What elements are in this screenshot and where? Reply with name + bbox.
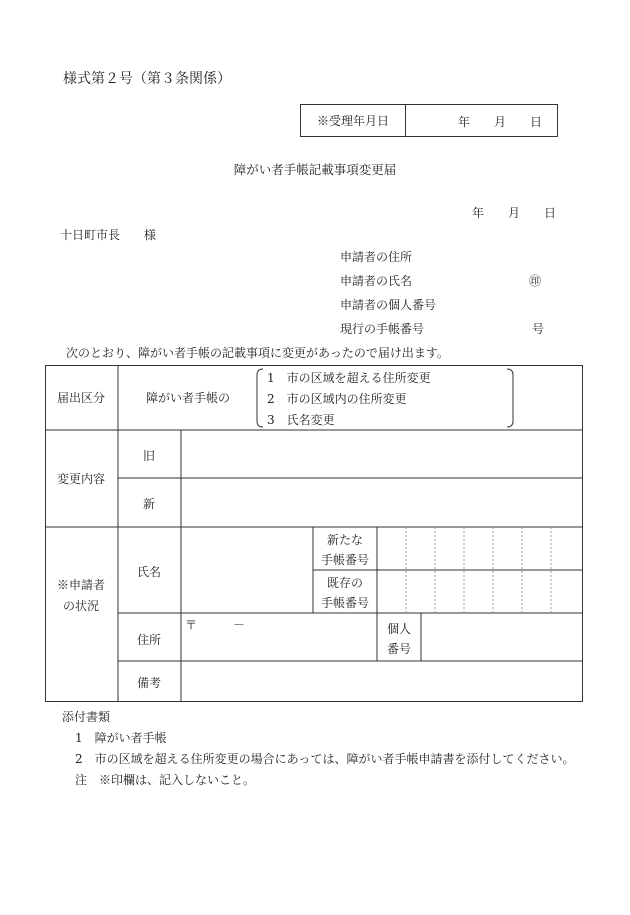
address-field[interactable] (182, 629, 376, 660)
remarks-field[interactable] (182, 662, 582, 701)
category-prefix: 障がい者手帳の (146, 391, 231, 405)
personal-number-label-1: 個人 (386, 622, 412, 636)
receipt-date-label: ※受理年月日 (301, 105, 406, 136)
form-number: 様式第２号（第３条関係） (63, 71, 231, 87)
new-book-label-2: 手帳番号 (320, 553, 370, 567)
option-1[interactable]: 1 市の区域を超える住所変更 (267, 371, 431, 385)
name-label: 氏名 (136, 565, 162, 579)
name-field[interactable] (182, 528, 312, 612)
change-label: 変更内容 (56, 472, 106, 486)
status-label-1: ※申請者 (56, 578, 106, 592)
applicant-personal-number-label: 申請者の個人番号 (340, 298, 437, 312)
applicant-address-label: 申請者の住所 (340, 250, 413, 264)
personal-number-label-2: 番号 (386, 642, 412, 656)
attachment-item-2: 2 市の区域を超える住所変更の場合にあっては、障がい者手帳申請書を添付してください。 (75, 752, 575, 766)
current-book-number-label: 現行の手帳番号 (340, 322, 425, 336)
applicant-name-label: 申請者の氏名 (340, 274, 413, 288)
status-label-2: の状況 (62, 599, 100, 613)
date-year: 年 (472, 206, 485, 220)
new-label: 新 (142, 497, 156, 511)
date-day: 日 (544, 206, 557, 220)
seal-mark: ㊞ (529, 274, 542, 288)
document-title: 障がい者手帳記載事項変更届 (233, 162, 397, 177)
old-value-field[interactable] (182, 431, 582, 477)
old-label: 旧 (142, 449, 156, 463)
new-value-field[interactable] (182, 479, 582, 526)
old-book-label-1: 既存の (326, 576, 364, 590)
receipt-day: 日 (530, 115, 543, 129)
postal-code: 〒 － (185, 618, 246, 632)
receipt-year: 年 (458, 115, 471, 129)
receipt-date-field[interactable] (406, 105, 557, 136)
personal-number-field[interactable] (422, 614, 582, 660)
receipt-date-box (300, 104, 558, 137)
attachment-item-1: 1 障がい者手帳 (75, 731, 167, 745)
option-2[interactable]: 2 市の区域内の住所変更 (267, 392, 407, 406)
note-text: 注 ※印欄は、記入しないこと。 (75, 773, 256, 787)
receipt-month: 月 (494, 115, 507, 129)
intro-text: 次のとおり、障がい者手帳の記載事項に変更があったので届け出ます。 (66, 346, 449, 360)
old-book-number-field[interactable] (378, 571, 582, 612)
form-table (45, 365, 583, 702)
addressee: 十日町市長 様 (60, 228, 157, 242)
date-month: 月 (508, 206, 521, 220)
old-book-label-2: 手帳番号 (320, 596, 370, 610)
address-label: 住所 (136, 633, 162, 647)
category-label: 届出区分 (56, 391, 106, 405)
option-3[interactable]: 3 氏名変更 (267, 413, 335, 427)
new-book-number-field[interactable] (378, 528, 582, 569)
new-book-label-1: 新たな (326, 533, 364, 547)
number-suffix: 号 (532, 322, 545, 336)
attachments-heading: 添付書類 (62, 710, 111, 724)
remarks-label: 備考 (136, 676, 162, 690)
